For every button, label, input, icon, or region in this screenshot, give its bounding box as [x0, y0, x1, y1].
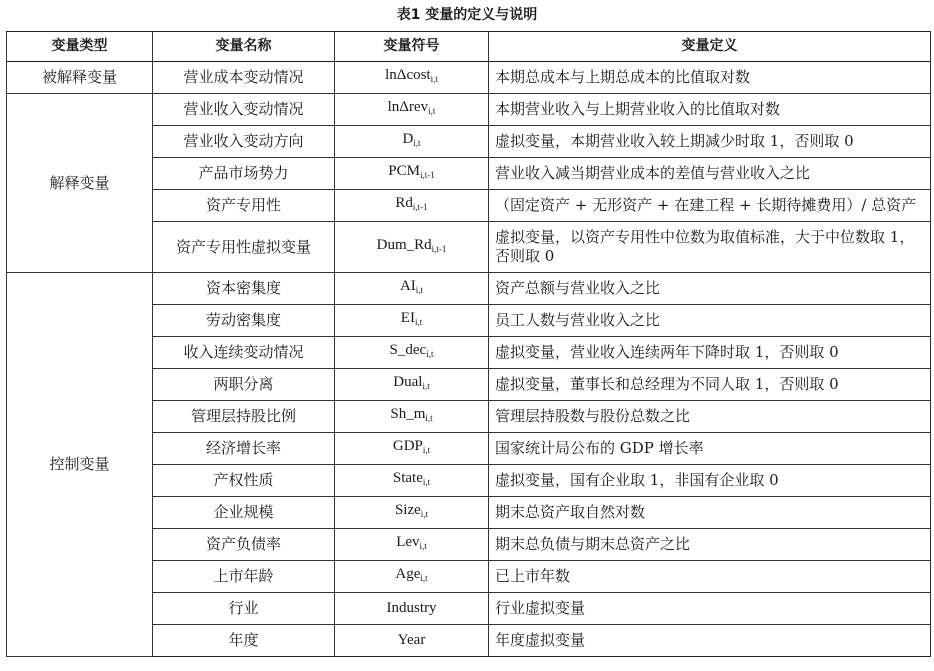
header-variable-symbol: 变量符号: [335, 32, 489, 62]
name-cell: 管理层持股比例: [153, 401, 335, 433]
definition-cell: （固定资产 + 无形资产 + 在建工程 + 长期待摊费用）/ 总资产: [489, 190, 931, 222]
symbol-text: Dum_Rd: [376, 236, 432, 253]
symbol-text: Lev: [396, 534, 420, 550]
symbol-text: Age: [395, 566, 421, 582]
symbol-cell: [335, 94, 489, 126]
name-cell: 收入连续变动情况: [153, 337, 335, 369]
symbol-text: lnΔcost: [385, 67, 431, 83]
symbol-subscript: i,t: [422, 445, 431, 455]
symbol-subscript: i,t-1: [412, 202, 428, 212]
table-row: [7, 94, 931, 126]
symbol-subscript: i,t: [422, 381, 430, 391]
definition-cell: 本期营业收入与上期营业收入的比值取对数: [489, 94, 931, 126]
name-cell: 营业收入变动情况: [153, 94, 335, 126]
table-row: [7, 273, 931, 305]
symbol-cell: [335, 158, 489, 190]
category-cell: 解释变量: [7, 94, 153, 273]
symbol-cell: [335, 561, 489, 593]
symbol-text: Sh_m: [390, 406, 426, 422]
name-cell: 资产专用性虚拟变量: [153, 222, 335, 273]
name-cell: 劳动密集度: [153, 305, 335, 337]
header-row: [7, 32, 931, 62]
symbol-text: Dual: [393, 374, 423, 390]
definition-cell: 营业收入减当期营业成本的差值与营业收入之比: [489, 158, 931, 190]
definition-cell: 虚拟变量，营业收入连续两年下降时取 1，否则取 0: [489, 337, 931, 369]
definition-cell: 国家统计局公布的 GDP 增长率: [489, 433, 931, 465]
symbol-text: Industry: [386, 600, 437, 616]
symbol-subscript: i,t: [420, 573, 428, 583]
definition-cell: 期末总资产取自然对数: [489, 497, 931, 529]
symbol-subscript: i,t: [420, 509, 429, 519]
symbol-cell: [335, 433, 489, 465]
header-variable-name: 变量名称: [153, 32, 335, 62]
definition-cell: 已上市年数: [489, 561, 931, 593]
symbol-text: AI: [399, 278, 416, 294]
header-variable-type: 变量类型: [7, 32, 153, 62]
definition-cell: 行业虚拟变量: [489, 593, 931, 625]
symbol-subscript: i,t: [413, 138, 421, 148]
symbol-cell: [335, 465, 489, 497]
symbol-text: S_dec: [389, 342, 427, 358]
definition-cell: 虚拟变量，以资产专用性中位数为取值标准，大于中位数取 1，否则取 0: [489, 222, 931, 273]
symbol-cell: [335, 273, 489, 305]
symbol-subscript: i,t: [415, 285, 424, 295]
symbol-text: D: [402, 131, 414, 147]
symbol-text: Year: [397, 632, 426, 648]
variable-definition-table: [6, 31, 931, 657]
symbol-text: Size: [394, 502, 421, 518]
definition-cell: 管理层持股数与股份总数之比: [489, 401, 931, 433]
symbol-text: PCM: [388, 163, 420, 179]
name-cell: 上市年龄: [153, 561, 335, 593]
symbol-cell: [335, 625, 489, 657]
symbol-subscript: i,t: [425, 413, 433, 423]
definition-cell: 虚拟变量，国有企业取 1，非国有企业取 0: [489, 465, 931, 497]
symbol-subscript: i,t: [428, 106, 436, 116]
symbol-cell: [335, 593, 489, 625]
name-cell: 资产负债率: [153, 529, 335, 561]
symbol-cell: [335, 62, 489, 94]
symbol-text: EI: [400, 310, 415, 326]
symbol-text: lnΔrev: [387, 99, 429, 115]
name-cell: 行业: [153, 593, 335, 625]
symbol-subscript: i,t: [414, 317, 423, 327]
name-cell: 两职分离: [153, 369, 335, 401]
symbol-text: Rd: [395, 195, 413, 211]
symbol-cell: [335, 497, 489, 529]
definition-cell: 年度虚拟变量: [489, 625, 931, 657]
definition-cell: 员工人数与营业收入之比: [489, 305, 931, 337]
name-cell: 年度: [153, 625, 335, 657]
symbol-cell: [335, 126, 489, 158]
symbol-cell: [335, 369, 489, 401]
definition-cell: 本期总成本与上期总成本的比值取对数: [489, 62, 931, 94]
symbol-subscript: i,t-1: [431, 243, 447, 254]
table-caption: 表1 变量的定义与说明: [396, 7, 538, 23]
table-row: [7, 62, 931, 94]
symbol-subscript: i,t: [430, 74, 438, 84]
symbol-subscript: i,t: [426, 349, 434, 359]
name-cell: 资本密集度: [153, 273, 335, 305]
definition-cell: 虚拟变量，董事长和总经理为不同人取 1，否则取 0: [489, 369, 931, 401]
name-cell: 产品市场势力: [153, 158, 335, 190]
name-cell: 资产专用性: [153, 190, 335, 222]
category-cell: 被解释变量: [7, 62, 153, 94]
name-cell: 产权性质: [153, 465, 335, 497]
symbol-cell: [335, 401, 489, 433]
symbol-cell: [335, 529, 489, 561]
symbol-cell: [335, 305, 489, 337]
symbol-subscript: i,t-1: [419, 170, 435, 180]
name-cell: 经济增长率: [153, 433, 335, 465]
symbol-subscript: i,t: [419, 541, 427, 551]
name-cell: 企业规模: [153, 497, 335, 529]
symbol-subscript: i,t: [422, 477, 431, 487]
header-variable-definition: 变量定义: [489, 32, 931, 62]
symbol-text: GDP: [392, 438, 423, 454]
name-cell: 营业收入变动方向: [153, 126, 335, 158]
category-cell: 控制变量: [7, 273, 153, 657]
symbol-cell: [335, 190, 489, 222]
name-cell: 营业成本变动情况: [153, 62, 335, 94]
symbol-cell: [335, 222, 489, 273]
definition-cell: 期末总负债与期末总资产之比: [489, 529, 931, 561]
definition-cell: 虚拟变量，本期营业收入较上期减少时取 1，否则取 0: [489, 126, 931, 158]
symbol-cell: [335, 337, 489, 369]
definition-cell: 资产总额与营业收入之比: [489, 273, 931, 305]
symbol-text: State: [392, 470, 423, 486]
